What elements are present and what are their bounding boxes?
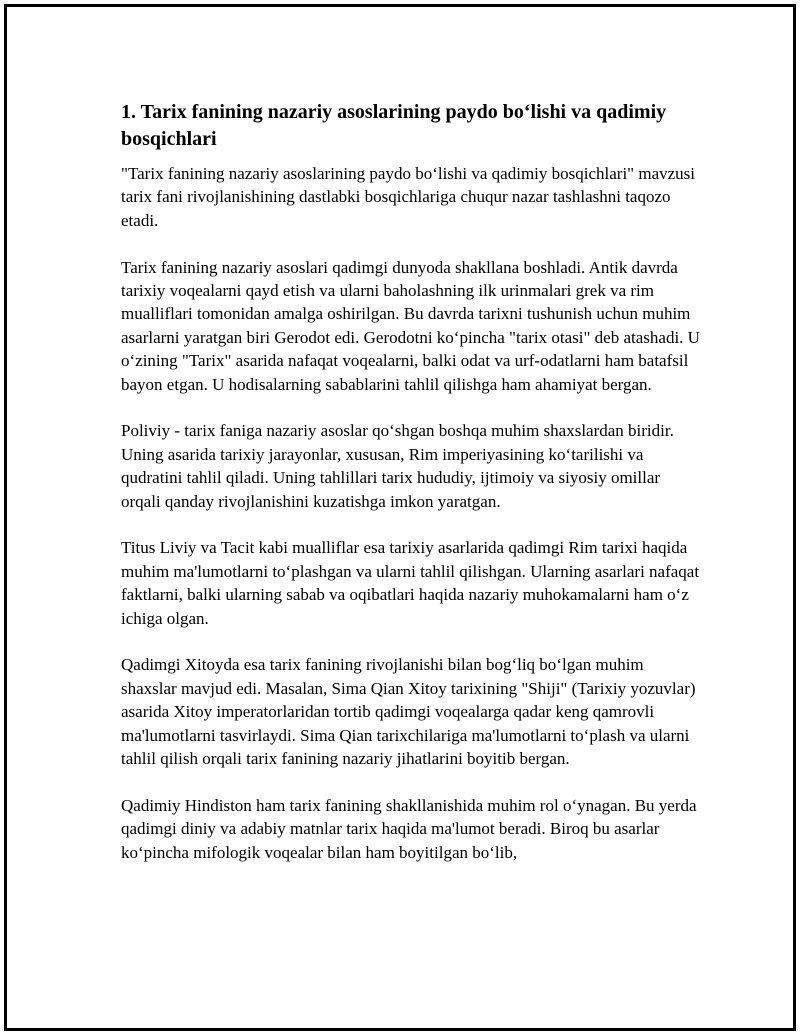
paragraph-antiquity: Tarix fanining nazariy asoslari qadimgi dunyoda shakllana boshladi. Antik davrda tarixiy voqealarni qayd etish va ularni baholashning ilk urinmalari grek va rim mualliflari tomonidan amalga oshirilgan. Bu davrda tarixni tushunish uchun muhim asarlarni yaratgan biri Gerodot edi. Gerodotni ko‘pincha "tarix otasi" deb atashadi. U o‘zining "Tarix" asarida nafaqat voqealarni, balki odat va urf-odatlarni ham batafsil bayon etgan. U hodisalarning sabablarini tahlil qilishga ham ahamiyat bergan. <box>121 257 700 394</box>
paragraph-china: Qadimgi Xitoyda esa tarix fanining rivojlanishi bilan bog‘liq bo‘lgan muhim shaxslar mavjud edi. Masalan, Sima Qian Xitoy tarixining "Shiji" (Tarixiy yozuvlar) asarida Xitoy imperatorlaridan tortib qadimgi voqealarga qadar keng qamrovli ma'lumotlarni tasvirlaydi. Sima Qian tarixchilariga ma'lumotlarni to‘plash va ularni tahlil qilish orqali tarix fanining nazariy jihatlarini boyitib bergan. <box>121 655 696 769</box>
page-frame <box>4 4 796 1031</box>
section-heading: 1. Tarix fanining nazariy asoslarining paydo bo‘lishi va qadimiy bosqichlari <box>121 101 667 150</box>
document-body <box>121 99 701 888</box>
paragraph-intro: "Tarix fanining nazariy asoslarining paydo bo‘lishi va qadimiy bosqichlari" mavzusi tarix fani rivojlanishining dastlabki bosqichlariga chuqur nazar tashlashni taqozo etadi. <box>121 164 696 230</box>
paragraph-india: Qadimiy Hindiston ham tarix fanining shakllanishida muhim rol o‘ynagan. Bu yerda qadimgi diniy va adabiy matnlar tarix haqida ma'lumot beradi. Biroq bu asarlar ko‘pincha mifologik voqealar bilan ham boyitilgan bo‘lib, <box>121 795 697 862</box>
paragraph-roman-authors: Titus Liviy va Tacit kabi mualliflar esa tarixiy asarlarida qadimgi Rim tarixi haqida muhim ma'lumotlarni to‘plashgan va ularni tahlil qilishgan. Ularning asarlari nafaqat faktlarni, balki ularning sabab va oqibatlari haqida nazariy muhokamalarni ham o‘z ichiga olgan. <box>121 538 700 628</box>
paragraph-polybius: Poliviy - tarix faniga nazariy asoslar qo‘shgan boshqa muhim shaxslardan biridir. Uning asarida tarixiy jarayonlar, xususan, Rim imperiyasining ko‘tarilishi va qudratini tahlil qiladi. Uning tahlillari tarix hududiy, ijtimoiy va siyosiy omillar orqali qanday rivojlanishini kuzatishga imkon yaratgan. <box>121 421 674 511</box>
